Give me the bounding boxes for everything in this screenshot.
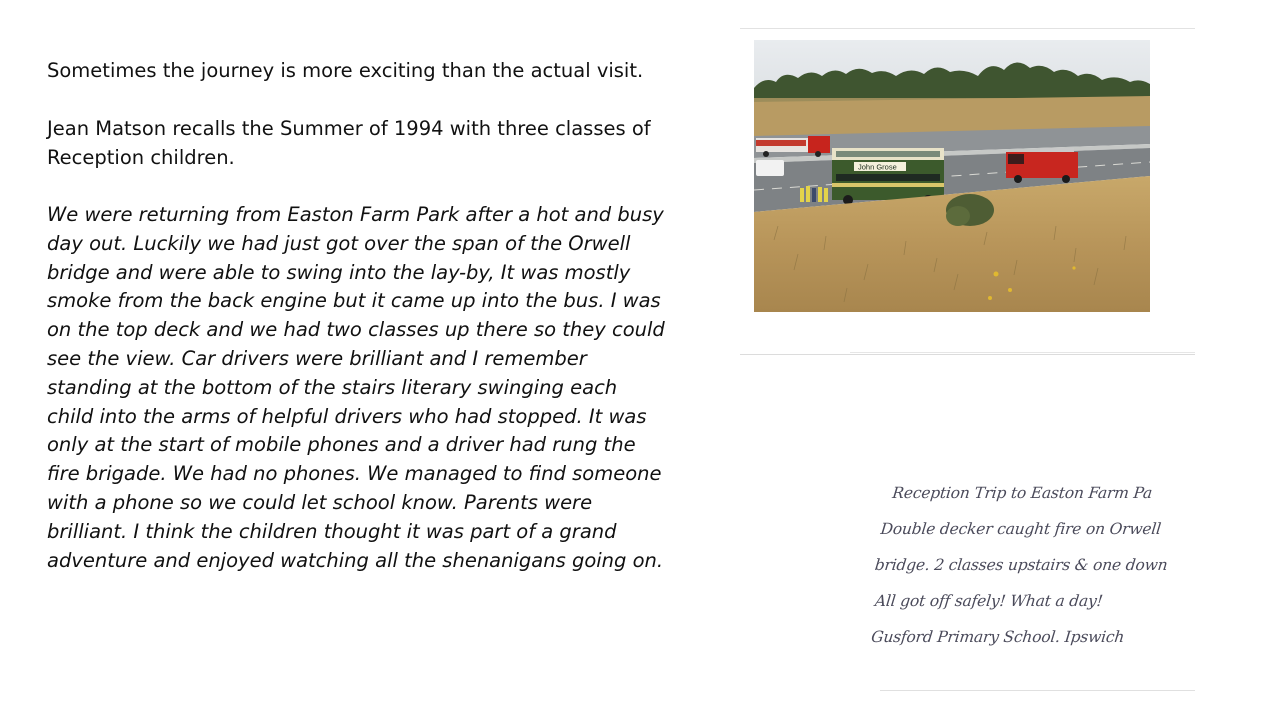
- fire-engine: [1006, 148, 1078, 183]
- bus-destination-sign: John Grose: [858, 162, 897, 172]
- bush: [946, 194, 994, 226]
- story-line: only at the start of mobile phones and a driver had rung the: [47, 433, 636, 457]
- story-line: day out. Luckily we had just got over the span of the Orwell: [47, 231, 631, 255]
- story-line: see the view. Car drivers were brilliant and I remember: [47, 346, 587, 370]
- note-line: All got off safely! What a day!: [874, 592, 1104, 610]
- story-line: adventure and enjoyed watching all the shenanigans going on.: [47, 548, 664, 572]
- intro-line-3: Reception children.: [47, 146, 235, 169]
- story-line: with a phone so we could let school know. Parents were: [47, 490, 593, 514]
- story-line: child into the arms of helpful drivers who had stopped. It was: [47, 404, 647, 428]
- note-line: Gusford Primary School. Ipswich: [870, 628, 1126, 646]
- white-van: [756, 160, 784, 176]
- story-paragraph: [47, 201, 677, 575]
- story-line: smoke from the back engine but it came up into the bus. I was: [47, 289, 661, 313]
- note-line: Reception Trip to Easton Farm Pa: [891, 484, 1153, 502]
- intro-line-1: Sometimes the journey is more exciting than the actual visit.: [47, 59, 644, 82]
- card-edge: [880, 690, 1195, 691]
- note-line: bridge. 2 classes upstairs & one down: [873, 556, 1169, 574]
- story-line: fire brigade. We had no phones. We managed to find someone: [47, 462, 662, 486]
- story-line: bridge and were able to swing into the lay-by, It was mostly: [47, 260, 631, 284]
- story-line: standing at the bottom of the stairs literary swinging each: [47, 375, 618, 399]
- intro-line-2: Jean Matson recalls the Summer of 1994 with three classes of: [47, 117, 651, 140]
- text-column: [47, 56, 677, 575]
- card-edge: [850, 352, 1195, 353]
- story-line: brilliant. I think the children thought it was part of a grand: [47, 519, 617, 543]
- story-line: on the top deck and we had two classes up there so they could: [47, 318, 665, 342]
- note-line: Double decker caught fire on Orwell: [879, 520, 1162, 538]
- bus-fire-photo: [754, 40, 1150, 312]
- story-line: We were returning from Easton Farm Park after a hot and busy: [47, 203, 664, 226]
- handwritten-note: [858, 478, 1198, 664]
